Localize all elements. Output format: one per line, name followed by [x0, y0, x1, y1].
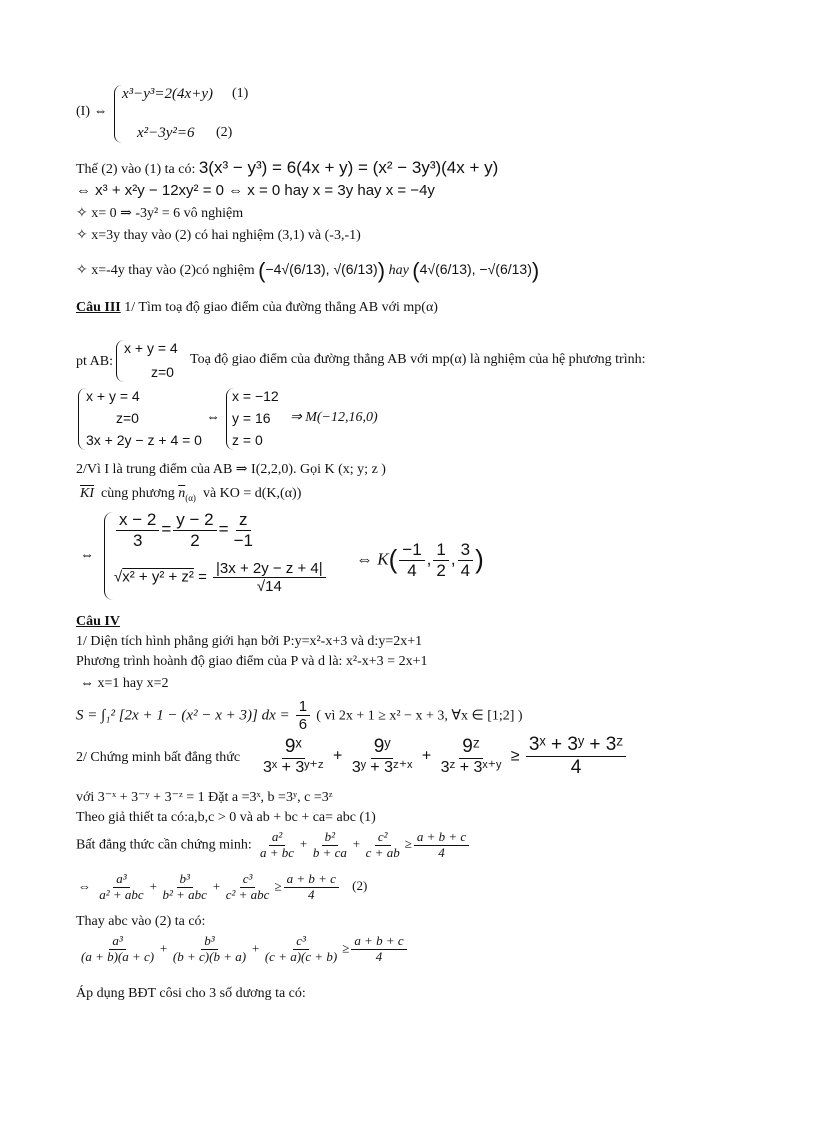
- cau4-title: Câu IV: [76, 614, 120, 629]
- frac-1-num: x − 2: [116, 510, 159, 531]
- ab-eq-2: z=0: [151, 364, 174, 380]
- equation-2-number: (2): [216, 125, 233, 140]
- equation-2: x²−3y²=6: [137, 125, 195, 141]
- inequality-c: ⇔ $\frac{\text{a³}}{\text{a² + abc}}$ + $\frac{\text{b³}}{\text{b² + abc}}$ + $\frac{\text{c³}}{\text{c² + abc}}$ ≥ $\frac{a + b + c}{4}$ (2): [78, 871, 368, 902]
- k-label: ⇔ K: [356, 549, 389, 569]
- rhs-num: 3ˣ + 3ʸ + 3ᶻ: [526, 734, 626, 757]
- d2-num: b³: [201, 934, 217, 950]
- equation-2-label: (2): [352, 878, 368, 894]
- integral-expression: S = ∫₁² [2x + 1 − (x² − x + 3)] dx =: [76, 707, 290, 724]
- normal-vector: $\overline{n}$: [178, 486, 186, 501]
- result-den: 6: [298, 716, 308, 734]
- cau4-line-2: Phương trình hoành độ giao điểm của P và d là: x²-x+3 = 2x+1: [76, 654, 428, 669]
- inequality-main: $\frac{\text{9ˣ}}{\text{3ˣ + 3ʸ⁺ᶻ}}$ + $\frac{\text{9ʸ}}{\text{3ʸ + 3ᶻ⁺ˣ}}$ + $\frac{\text{9ᶻ}}{\text{3ᶻ + 3ˣ⁺ʸ}}$ ≥ $\frac{\text{3ˣ + 3ʸ + 3ᶻ}}{4}$: [258, 734, 628, 779]
- k-z-num: 3: [458, 540, 473, 561]
- term-3-num: 9ᶻ: [459, 736, 482, 759]
- case-x-3y: ✧ x=3y thay vào (2) có hai nghiệm (3,1) và (-3,-1): [76, 228, 361, 243]
- b1-num: a²: [269, 830, 285, 846]
- cau4-line-7: Bất đẳng thức cần chứng minh:: [76, 837, 252, 853]
- term-2-den: 3ʸ + 3ᶻ⁺ˣ: [351, 758, 413, 776]
- c4-num: a + b + c: [284, 872, 339, 888]
- b2-den: b + ca: [312, 844, 347, 860]
- point-m: ⇒ M(−12,16,0): [290, 410, 378, 425]
- sqrt-lhs: x² + y² + z²: [122, 568, 194, 586]
- d1-den: (a + b)(a + c): [81, 948, 155, 964]
- normal-subscript: (α): [185, 492, 196, 503]
- brace: [116, 340, 124, 382]
- substitution-text: Thế (2) vào (1) ta có:: [76, 162, 196, 177]
- equation-1-number: (1): [232, 86, 249, 101]
- solution-1: −4√(6/13), √(6/13): [265, 260, 378, 277]
- term-1-den: 3ˣ + 3ʸ⁺ᶻ: [263, 758, 324, 776]
- result-z: z = 0: [232, 432, 263, 448]
- brace: [104, 512, 113, 600]
- cau4-line-4: 2/ Chứng minh bất đẳng thức: [76, 750, 241, 765]
- d4-den: 4: [375, 948, 383, 964]
- ki-end-text: và KO = d(K,(α)): [202, 486, 302, 501]
- case-x-minus4y: ✧ x=-4y thay vào (2)có nghiệm (−4√(6/13), √(6/13)) hay (4√(6/13), −√(6/13)): [76, 258, 540, 283]
- abs-numerator: |3x + 2y − z + 4|: [213, 560, 326, 578]
- d1-num: a³: [109, 934, 125, 950]
- rhs-den: 4: [570, 756, 582, 778]
- ab-eq-1: x + y = 4: [124, 340, 178, 356]
- k-y-den: 2: [436, 560, 446, 580]
- d3-den: (c + a)(c + b): [264, 948, 338, 964]
- c3-num: c³: [240, 872, 256, 888]
- equivalent-arrow: ⇔: [206, 410, 220, 425]
- d3-num: c³: [293, 934, 309, 950]
- c4-den: 4: [307, 886, 315, 902]
- equation-1: x³−y³=2(4x+y): [122, 86, 213, 102]
- frac-1-den: 3: [132, 530, 143, 550]
- cau3-question-2: 2/Vì I là trung điểm của AB ⇒ I(2,2,0). Gọi K (x; y; z ): [76, 462, 386, 477]
- term-1-num: 9ˣ: [282, 736, 305, 759]
- substitution-line: [76, 158, 498, 178]
- cau4-line-8: Thay abc vào (2) ta có:: [76, 914, 206, 929]
- b3-den: c + ab: [365, 844, 400, 860]
- system-eq-2: z=0: [116, 410, 139, 426]
- c1-num: a³: [113, 872, 129, 888]
- c2-num: b³: [177, 872, 193, 888]
- hay-word: hay: [388, 262, 409, 278]
- cau4-line-3: ⇔ x=1 hay x=2: [80, 676, 169, 691]
- frac-2-den: 2: [190, 530, 200, 550]
- b2-num: b²: [322, 830, 338, 846]
- system-eq-1: x + y = 4: [86, 388, 140, 404]
- k-x-num: −1: [399, 540, 424, 561]
- integral-note: ( vì 2x + 1 ≥ x² − x + 3, ∀x ∈ [1;2] ): [316, 708, 523, 724]
- term-3-den: 3ᶻ + 3ˣ⁺ʸ: [440, 758, 502, 776]
- distance-equation: √x² + y² + z² = $\frac{|3x + 2y - z + 4|}{√14}$: [114, 560, 328, 596]
- b4-den: 4: [438, 844, 445, 860]
- result-x: x = −12: [232, 388, 279, 404]
- pt-ab-text: Toạ độ giao điểm của đường thẳng AB với mp(α) là nghiệm của hệ phương trình:: [190, 352, 646, 367]
- brace: [114, 85, 122, 143]
- b4-num: a + b + c: [414, 830, 469, 846]
- cau3-heading-line: [76, 300, 438, 316]
- frac-2-num: y − 2: [173, 510, 216, 531]
- inequality-b: Bất đẳng thức cần chứng minh: $\frac{\text{a²}}{a + bc}$ + $\frac{\text{b²}}{b + ca}$ + $\frac{\text{c²}}{c + ab}$ ≥ $\frac{a + b + c}{4}$: [76, 830, 471, 861]
- ki-vector: $\overline{KI}$: [80, 486, 94, 501]
- system-label: (I) ⇔: [76, 104, 108, 119]
- integral-line: [76, 698, 523, 734]
- cau4-line-1: 1/ Diện tích hình phẳng giới hạn bởi P:y=x²-x+3 và d:y=2x+1: [76, 634, 423, 649]
- brace: [78, 388, 86, 450]
- case3-text: ✧ x=-4y thay vào (2)có nghiệm: [76, 262, 255, 278]
- result-y: y = 16: [232, 410, 271, 426]
- system-eq-3: 3x + 2y − z + 4 = 0: [86, 432, 202, 448]
- cau3-title: Câu III: [76, 300, 121, 315]
- solution-2: 4√(6/13), −√(6/13): [419, 260, 532, 277]
- equiv-symbol: ⇔: [80, 548, 94, 563]
- frac-3-den: −1: [233, 530, 253, 550]
- k-x-den: 4: [407, 560, 417, 580]
- c2-den: b² + abc: [162, 886, 207, 902]
- frac-3-num: z: [236, 510, 251, 531]
- b3-num: c²: [375, 830, 391, 846]
- sqrt-denominator: √14: [256, 578, 282, 596]
- equivalence-line: ⇔ x³ + x²y − 12xy² = 0 ⇔ x = 0 hay x = 3y hay x = −4y: [76, 182, 435, 199]
- result-num: 1: [296, 698, 310, 716]
- k-z-den: 4: [460, 560, 471, 580]
- point-k: ⇔ K( $\frac{-1}{4}$ , $\frac{1}{2}$ , $\frac{3}{4}$ ): [356, 540, 484, 580]
- cau4-line-5: với 3⁻ˣ + 3⁻ʸ + 3⁻ᶻ = 1 Đặt a =3ˣ, b =3ʸ, c =3ᶻ: [76, 790, 333, 805]
- d4-num: a + b + c: [351, 934, 406, 950]
- ki-mid-text: cùng phương: [101, 486, 175, 501]
- cau3-question-1: 1/ Tìm toạ độ giao điểm của đường thẳng AB với mp(α): [124, 300, 438, 315]
- case-x-zero: ✧ x= 0 ⇒ -3y² = 6 vô nghiệm: [76, 206, 244, 221]
- b1-den: a + bc: [260, 844, 295, 860]
- k-y-num: 1: [433, 540, 448, 561]
- d2-den: (b + c)(b + a): [172, 948, 247, 964]
- cau4-line-6: Theo giả thiết ta có:a,b,c > 0 và ab + bc + ca= abc (1): [76, 810, 376, 825]
- c1-den: a² + abc: [99, 886, 144, 902]
- ratio-equations: $\frac{x - 2}{3}$ = $\frac{y - 2}{2}$ = $\frac{z}{-1}$: [114, 510, 258, 550]
- cau4-line-9: Áp dụng BĐT côsi cho 3 số dương ta có:: [76, 986, 306, 1001]
- substitution-expression: 3(x³ − y³) = 6(4x + y) = (x² − 3y³)(4x + y): [198, 158, 499, 177]
- c3-den: c² + abc: [225, 886, 270, 902]
- ki-line: [80, 486, 301, 503]
- inequality-d: $\frac{\text{a³}}{(a + b)(a + c)}$ + $\frac{\text{b³}}{(b + c)(b + a)}$ + $\frac{\text{c³}}{(c + a)(c + b)}$ ≥ $\frac{a + b + c}{4}$: [76, 934, 409, 965]
- term-2-num: 9ʸ: [371, 736, 394, 759]
- pt-ab-label: pt AB:: [76, 354, 113, 369]
